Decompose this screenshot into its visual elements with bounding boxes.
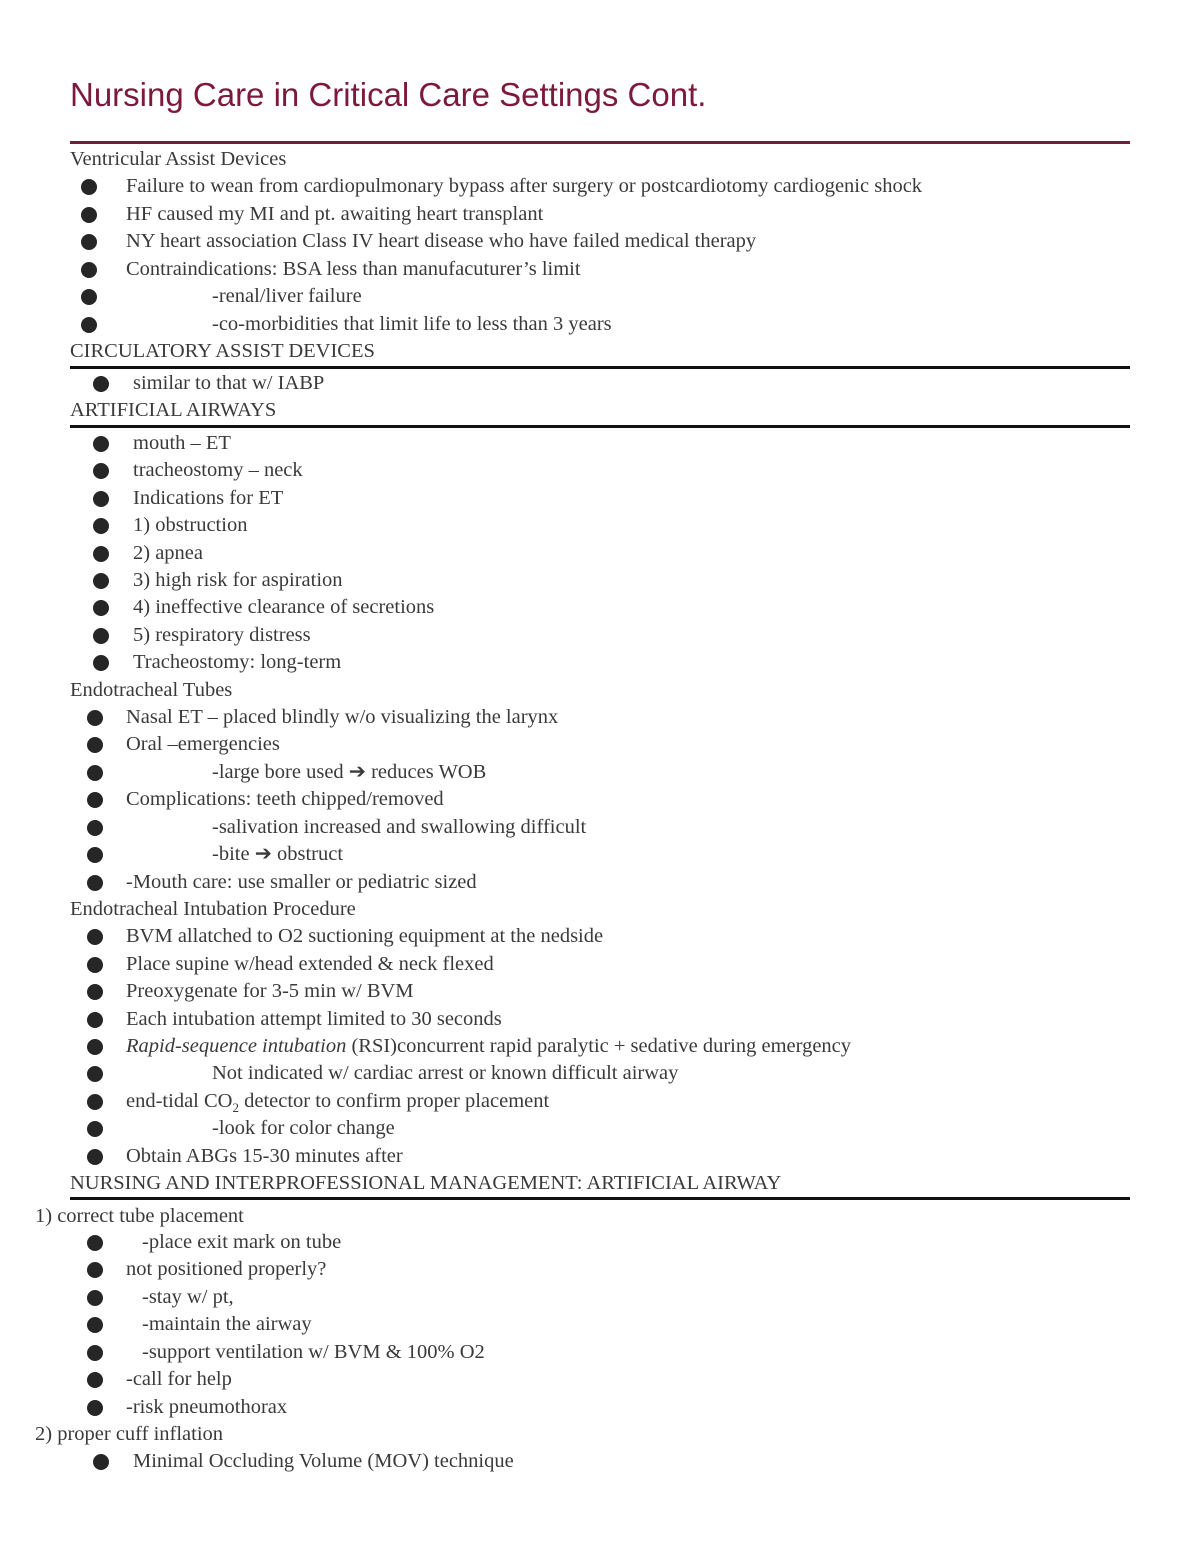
bullet-icon bbox=[93, 491, 109, 507]
bullet-icon bbox=[87, 847, 103, 863]
bullet-icon bbox=[87, 1121, 103, 1137]
bullet-icon bbox=[87, 984, 103, 1000]
list-item: -bite ➔ obstruct bbox=[212, 843, 344, 865]
bullet-icon bbox=[87, 1235, 103, 1251]
section-heading-vad: Ventricular Assist Devices bbox=[70, 148, 287, 170]
list-item: 5) respiratory distress bbox=[133, 624, 311, 646]
list-item: 1) obstruction bbox=[133, 514, 248, 536]
co2-text: end-tidal CO bbox=[126, 1090, 233, 1112]
bullet-icon bbox=[93, 1454, 109, 1470]
list-item: Complications: teeth chipped/removed bbox=[126, 788, 444, 810]
list-item: Indications for ET bbox=[133, 487, 284, 509]
bullet-icon bbox=[87, 1372, 103, 1388]
section-heading-procedure: Endotracheal Intubation Procedure bbox=[70, 898, 356, 920]
bullet-icon bbox=[87, 1094, 103, 1110]
bullet-icon bbox=[93, 546, 109, 562]
list-item: Each intubation attempt limited to 30 seconds bbox=[126, 1008, 502, 1030]
bullet-icon bbox=[87, 929, 103, 945]
bullet-icon bbox=[87, 1039, 103, 1055]
section-heading-circulatory: CIRCULATORY ASSIST DEVICES bbox=[70, 340, 375, 362]
list-item: -support ventilation w/ BVM & 100% O2 bbox=[142, 1341, 485, 1363]
subheading-tube-placement: 1) correct tube placement bbox=[35, 1205, 244, 1227]
bullet-icon bbox=[87, 1400, 103, 1416]
list-item: NY heart association Class IV heart disease who have failed medical therapy bbox=[126, 230, 757, 252]
bullet-icon bbox=[81, 207, 97, 223]
section-heading-management: NURSING AND INTERPROFESSIONAL MANAGEMENT: ARTIFICIAL AIRWAY bbox=[70, 1172, 782, 1194]
section-heading-ett: Endotracheal Tubes bbox=[70, 679, 233, 701]
subheading-cuff-inflation: 2) proper cuff inflation bbox=[35, 1423, 224, 1445]
list-item: Failure to wean from cardiopulmonary bypass after surgery or postcardiotomy cardiogenic shock bbox=[126, 175, 923, 197]
bullet-icon bbox=[81, 289, 97, 305]
list-item: 3) high risk for aspiration bbox=[133, 569, 343, 591]
list-item: -place exit mark on tube bbox=[142, 1231, 342, 1253]
section-heading-airways: ARTIFICIAL AIRWAYS bbox=[70, 399, 277, 421]
bullet-icon bbox=[87, 1262, 103, 1278]
bullet-icon bbox=[81, 234, 97, 250]
bullet-icon bbox=[93, 655, 109, 671]
list-item: -maintain the airway bbox=[142, 1313, 312, 1335]
list-item: BVM allatched to O2 suctioning equipment at the nedside bbox=[126, 925, 604, 947]
list-item: tracheostomy – neck bbox=[133, 459, 303, 481]
rsi-description: (RSI)concurrent rapid paralytic + sedative during emergency bbox=[346, 1035, 852, 1057]
list-item: -stay w/ pt, bbox=[142, 1286, 234, 1308]
bullet-icon bbox=[87, 765, 103, 781]
list-item: 2) apnea bbox=[133, 542, 203, 564]
bullet-icon bbox=[93, 376, 109, 392]
list-item: Not indicated w/ cardiac arrest or known difficult airway bbox=[212, 1062, 679, 1084]
list-item: -look for color change bbox=[212, 1117, 395, 1139]
list-item: similar to that w/ IABP bbox=[133, 372, 325, 394]
bullet-icon bbox=[81, 262, 97, 278]
bullet-icon bbox=[87, 1066, 103, 1082]
title-divider bbox=[70, 141, 1130, 144]
rsi-term: Rapid-sequence intubation bbox=[126, 1035, 347, 1057]
list-item: -risk pneumothorax bbox=[126, 1396, 288, 1418]
page-title: Nursing Care in Critical Care Settings Cont. bbox=[70, 76, 707, 113]
list-item-rsi bbox=[126, 1034, 851, 1058]
bullet-icon bbox=[93, 600, 109, 616]
list-item: Oral –emergencies bbox=[126, 733, 280, 755]
list-item: -large bore used ➔ reduces WOB bbox=[212, 761, 487, 783]
list-item: HF caused my MI and pt. awaiting heart transplant bbox=[126, 203, 544, 225]
list-item: 4) ineffective clearance of secretions bbox=[133, 596, 435, 618]
bullet-icon bbox=[81, 179, 97, 195]
bullet-icon bbox=[93, 628, 109, 644]
list-item: Place supine w/head extended & neck flexed bbox=[126, 953, 494, 975]
list-item: -renal/liver failure bbox=[212, 285, 362, 307]
list-item: Nasal ET – placed blindly w/o visualizing the larynx bbox=[126, 706, 559, 728]
bullet-icon bbox=[93, 463, 109, 479]
bullet-icon bbox=[87, 1345, 103, 1361]
bullet-icon bbox=[87, 1290, 103, 1306]
list-item: Contraindications: BSA less than manufacuturer’s limit bbox=[126, 258, 581, 280]
bullet-icon bbox=[87, 957, 103, 973]
list-item: -co-morbidities that limit life to less than 3 years bbox=[212, 313, 612, 335]
section-divider bbox=[70, 366, 1130, 369]
bullet-icon bbox=[87, 820, 103, 836]
bullet-icon bbox=[87, 1012, 103, 1028]
section-divider bbox=[70, 425, 1130, 428]
bullet-icon bbox=[87, 875, 103, 891]
bullet-icon bbox=[87, 1317, 103, 1333]
list-item: Minimal Occluding Volume (MOV) technique bbox=[133, 1450, 514, 1472]
co2-subscript: 2 bbox=[232, 1100, 239, 1116]
bullet-icon bbox=[93, 573, 109, 589]
list-item: Preoxygenate for 3-5 min w/ BVM bbox=[126, 980, 414, 1002]
bullet-icon bbox=[81, 317, 97, 333]
bullet-icon bbox=[87, 1149, 103, 1165]
co2-text-rest: detector to confirm proper placement bbox=[238, 1090, 550, 1112]
list-item: -Mouth care: use smaller or pediatric sized bbox=[126, 871, 477, 893]
list-item: Tracheostomy: long-term bbox=[133, 651, 342, 673]
list-item: -salivation increased and swallowing difficult bbox=[212, 816, 587, 838]
bullet-icon bbox=[93, 518, 109, 534]
list-item: not positioned properly? bbox=[126, 1258, 327, 1280]
bullet-icon bbox=[87, 792, 103, 808]
list-item: mouth – ET bbox=[133, 432, 231, 454]
bullet-icon bbox=[87, 710, 103, 726]
list-item: -call for help bbox=[126, 1368, 232, 1390]
bullet-icon bbox=[93, 436, 109, 452]
bullet-icon bbox=[87, 737, 103, 753]
list-item: Obtain ABGs 15-30 minutes after bbox=[126, 1145, 403, 1167]
section-divider bbox=[70, 1197, 1130, 1200]
